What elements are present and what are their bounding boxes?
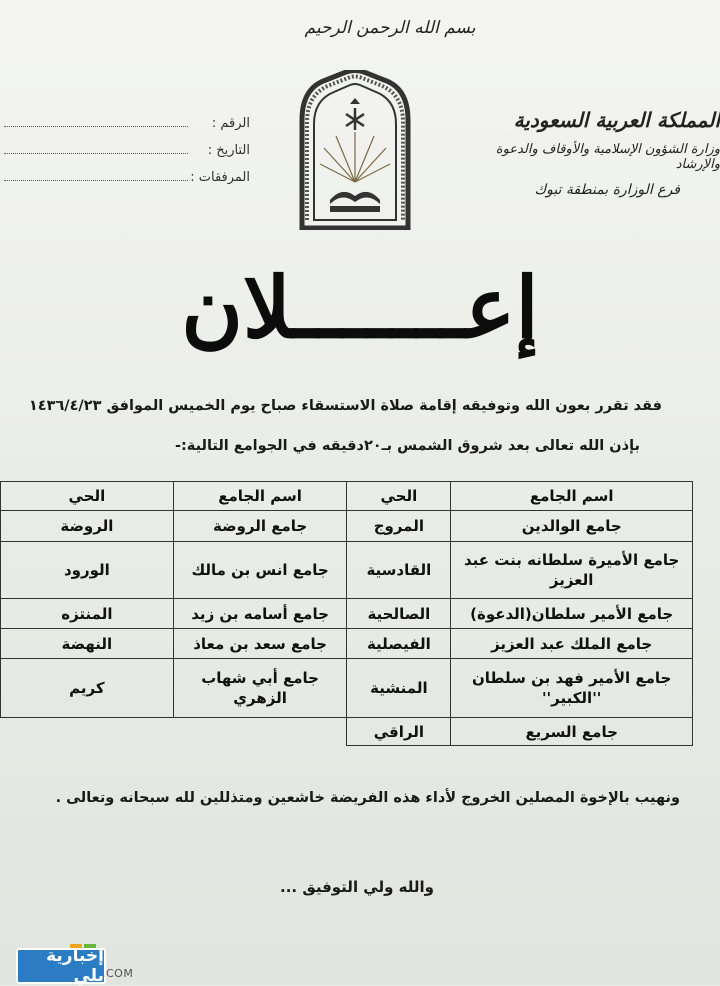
announcement-paragraph-2: بإذن الله تعالى بعد شروق الشمس بـ٢٠دقيقه في الجوامع التالية:- bbox=[174, 438, 640, 454]
announcement-title: إعـــــــلان bbox=[181, 258, 539, 357]
table-cell: جامع الوالدين bbox=[451, 511, 693, 542]
table-cell: المروج bbox=[347, 511, 451, 542]
table-cell: المنتزه bbox=[1, 599, 174, 629]
table-row bbox=[1, 718, 693, 746]
branch-name: فرع الوزارة بمنطقة تبوك bbox=[534, 182, 680, 198]
announcement-paragraph-1: فقد تقرر بعون الله وتوفيقه إقامة صلاة الاستسقاء صباح يوم الخميس الموافق ١٤٣٦/٤/٢٣ bbox=[28, 398, 662, 414]
table-row bbox=[1, 629, 693, 659]
table-cell: جامع أسامه بن زيد bbox=[173, 599, 347, 629]
mosques-table bbox=[0, 481, 693, 746]
table-cell: جامع انس بن مالك bbox=[173, 542, 347, 599]
number-label: الرقم : bbox=[211, 116, 250, 131]
table-cell: جامع السريع bbox=[451, 718, 693, 746]
table-cell: الراقي bbox=[347, 718, 451, 746]
table-cell-empty bbox=[1, 718, 174, 746]
letterhead-left bbox=[0, 116, 250, 197]
table-cell: الروضة bbox=[1, 511, 174, 542]
table-cell: جامع الأميرة سلطانه بنت عبد العزيز bbox=[451, 542, 693, 599]
watermark-logo bbox=[12, 944, 146, 986]
watermark-site: .COM bbox=[102, 967, 134, 980]
attachments-label: المرفقات : bbox=[190, 170, 250, 185]
table-cell-empty bbox=[173, 718, 347, 746]
table-cell: النهضة bbox=[1, 629, 174, 659]
header-district: الحي bbox=[347, 482, 451, 511]
table-cell: الصالحية bbox=[347, 599, 451, 629]
table-cell: كريم bbox=[1, 659, 174, 718]
table-cell: جامع الروضة bbox=[173, 511, 347, 542]
ministry-name: وزارة الشؤون الإسلامية والأوقاف والدعوة والإرشاد bbox=[495, 142, 720, 172]
table-cell: جامع الملك عبد العزيز bbox=[451, 629, 693, 659]
signoff: والله ولي التوفيق ... bbox=[280, 878, 434, 896]
table-header-row bbox=[1, 482, 693, 511]
table-row bbox=[1, 542, 693, 599]
header-district: الحي bbox=[1, 482, 174, 511]
number-dots bbox=[4, 116, 188, 127]
table-cell: جامع سعد بن معاذ bbox=[173, 629, 347, 659]
table-cell: جامع الأمير فهد بن سلطان ''الكبير'' bbox=[451, 659, 693, 718]
kingdom-name: المملكة العربية السعودية bbox=[513, 108, 720, 132]
watermark-badge: إخبارية بلي bbox=[16, 948, 106, 984]
basmala: بسم الله الرحمن الرحيم bbox=[304, 18, 476, 38]
table-cell: جامع أبي شهاب الزهري bbox=[173, 659, 347, 718]
table-cell: القادسية bbox=[347, 542, 451, 599]
header-mosque-name: اسم الجامع bbox=[173, 482, 347, 511]
table-cell: الورود bbox=[1, 542, 174, 599]
table-cell: جامع الأمير سلطان(الدعوة) bbox=[451, 599, 693, 629]
closing-paragraph: ونهيب بالإخوة المصلين الخروج لأداء هذه الفريضة خاشعين ومتذللين لله سبحانه وتعالى . bbox=[55, 790, 680, 806]
attachments-row bbox=[0, 170, 250, 197]
table-row bbox=[1, 511, 693, 542]
date-row bbox=[0, 143, 250, 170]
table-row bbox=[1, 659, 693, 718]
table-cell: الفيصلية bbox=[347, 629, 451, 659]
ministry-emblem-logo bbox=[296, 70, 414, 230]
letterhead-right bbox=[480, 108, 720, 198]
date-dots bbox=[4, 143, 188, 154]
header-mosque-name: اسم الجامع bbox=[451, 482, 693, 511]
number-row bbox=[0, 116, 250, 143]
date-label: التاريخ : bbox=[207, 143, 250, 158]
attachments-dots bbox=[4, 170, 188, 181]
table-cell: المنشية bbox=[347, 659, 451, 718]
table-row bbox=[1, 599, 693, 629]
